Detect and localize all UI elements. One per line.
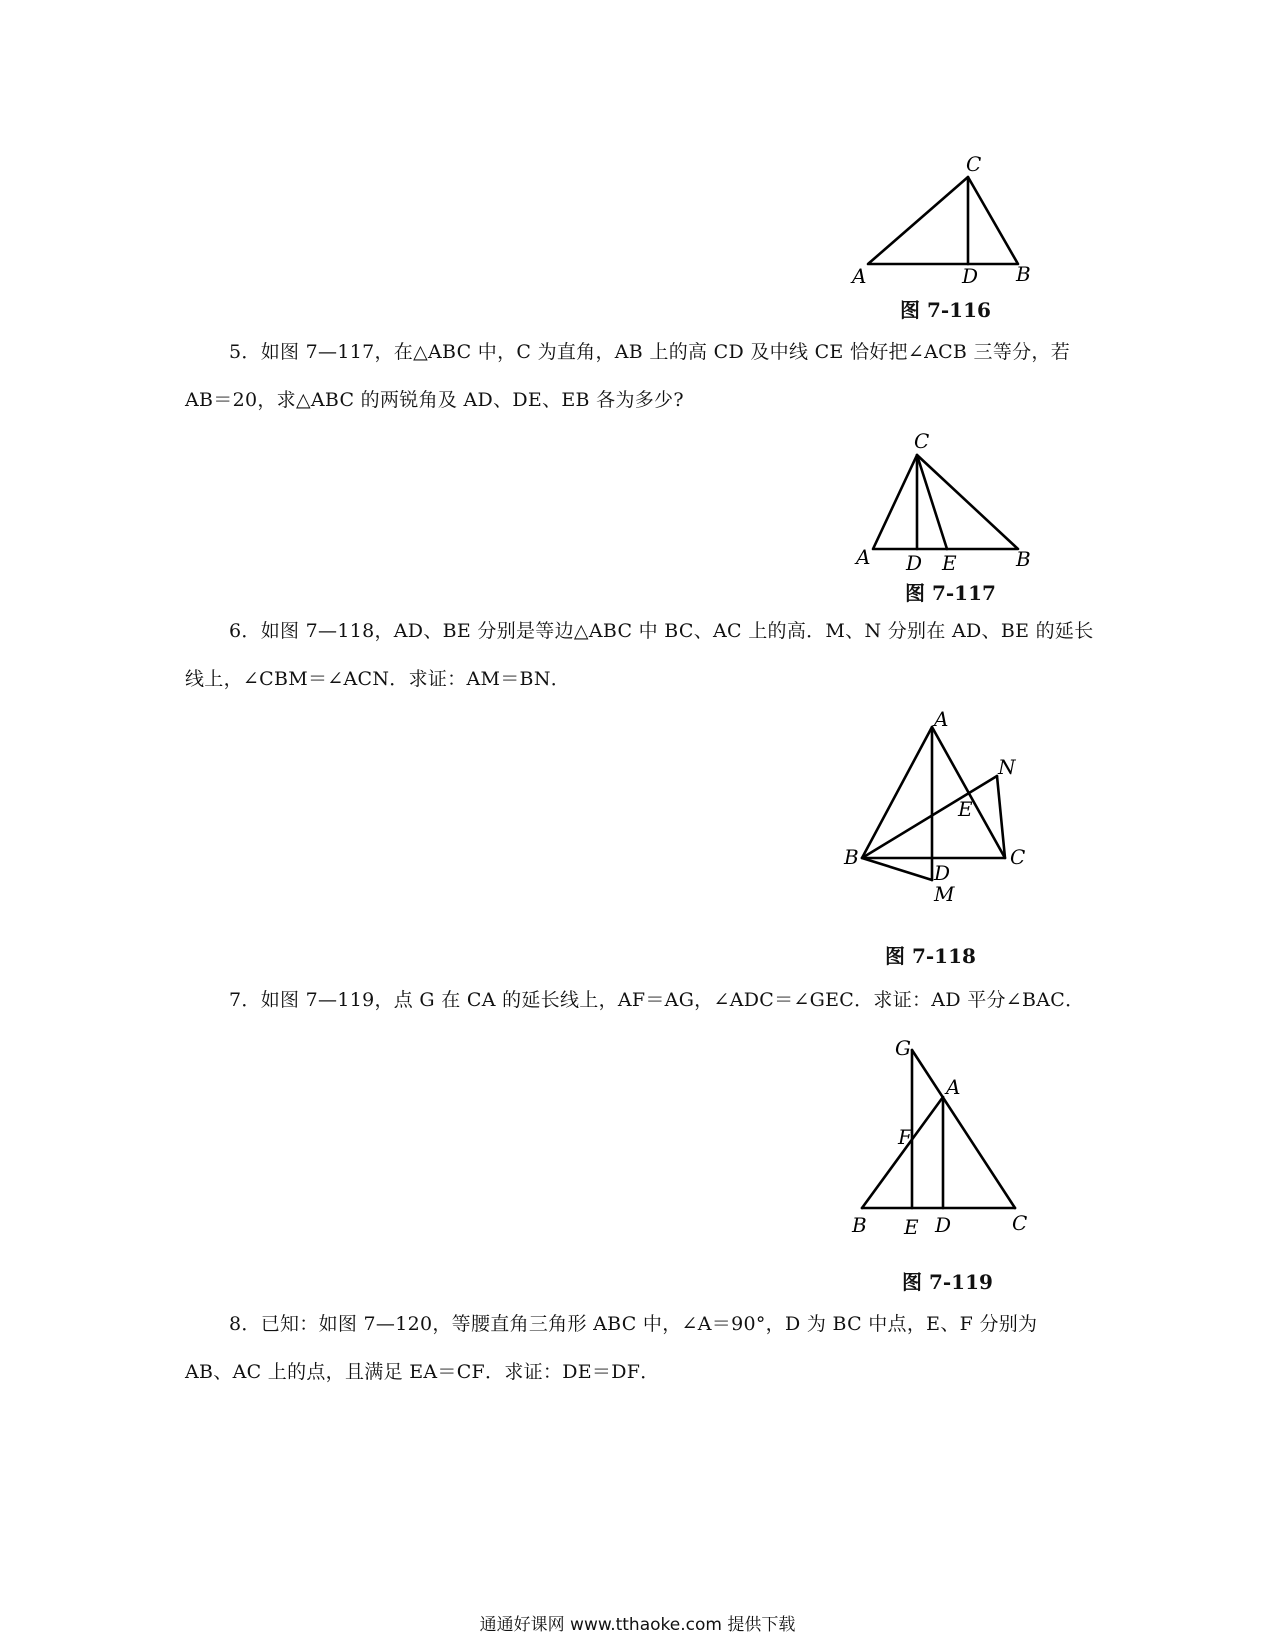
label-b: B bbox=[852, 1213, 867, 1237]
figure-7-118 bbox=[840, 700, 1060, 915]
label-c: C bbox=[1012, 1211, 1028, 1235]
label-d: D bbox=[906, 551, 923, 575]
problem-6-line-2: 线上，∠CBM＝∠ACN．求证：AM＝BN． bbox=[185, 668, 571, 690]
label-e: E bbox=[958, 797, 973, 821]
problem-6-line-1: 6．如图 7—118，AD、BE 分别是等边△ABC 中 BC、AC 上的高．M、N 分别在 AD、BE 的延长 bbox=[229, 620, 1094, 642]
figure-7-116 bbox=[840, 145, 1060, 295]
problem-5-line-2: AB＝20，求△ABC 的两锐角及 AD、DE、EB 各为多少? bbox=[185, 389, 684, 411]
label-d: D bbox=[962, 264, 979, 288]
label-c: C bbox=[966, 152, 982, 176]
problem-5 bbox=[185, 328, 1085, 424]
label-b: B bbox=[1016, 262, 1031, 286]
label-e: E bbox=[942, 551, 957, 575]
label-c: C bbox=[914, 429, 930, 453]
label-b: B bbox=[844, 845, 859, 869]
figure-7-119 bbox=[840, 1030, 1060, 1245]
problem-8-line-2: AB、AC 上的点，且满足 EA＝CF．求证：DE＝DF． bbox=[185, 1361, 660, 1383]
line-bm bbox=[862, 858, 932, 880]
figure-caption-7-116: 图 7-116 bbox=[900, 298, 991, 322]
figure-caption-7-119: 图 7-119 bbox=[902, 1270, 993, 1294]
problem-5-line-1: 5．如图 7—117，在△ABC 中，C 为直角，AB 上的高 CD 及中线 CE 恰好把∠ACB 三等分，若 bbox=[229, 341, 1071, 363]
problem-8 bbox=[185, 1300, 1085, 1396]
label-d: D bbox=[934, 861, 951, 885]
problem-7-line-1: 7．如图 7—119，点 G 在 CA 的延长线上，AF＝AG，∠ADC＝∠GEC．求证：AD 平分∠BAC． bbox=[229, 989, 1085, 1011]
label-d: D bbox=[935, 1213, 952, 1237]
triangle-abc bbox=[873, 455, 1018, 549]
label-c: C bbox=[1010, 845, 1026, 869]
label-m: M bbox=[934, 882, 955, 906]
page-footer: 通通好课网 www.tthaoke.com 提供下载 bbox=[479, 1615, 796, 1635]
label-b: B bbox=[1016, 547, 1031, 571]
label-a: A bbox=[856, 545, 871, 569]
label-e: E bbox=[904, 1215, 919, 1239]
label-g: G bbox=[895, 1036, 911, 1060]
line-bn bbox=[862, 776, 997, 858]
label-a: A bbox=[852, 264, 867, 288]
line-ba bbox=[862, 1097, 943, 1208]
problem-8-line-1: 8．已知：如图 7—120，等腰直角三角形 ABC 中，∠A＝90°，D 为 BC 中点，E、F 分别为 bbox=[229, 1313, 1038, 1335]
problem-7 bbox=[185, 976, 1085, 1024]
line-gc bbox=[912, 1050, 1015, 1208]
label-f: F bbox=[898, 1125, 912, 1149]
label-a: A bbox=[934, 707, 949, 731]
problem-6 bbox=[185, 607, 1094, 703]
figure-7-117 bbox=[840, 420, 1060, 580]
triangle-abc bbox=[868, 177, 1018, 264]
triangle-abc bbox=[862, 727, 1005, 858]
figure-caption-7-118: 图 7-118 bbox=[885, 944, 976, 968]
label-a: A bbox=[946, 1075, 961, 1099]
figure-caption-7-117: 图 7-117 bbox=[905, 581, 996, 605]
label-n: N bbox=[998, 755, 1016, 779]
